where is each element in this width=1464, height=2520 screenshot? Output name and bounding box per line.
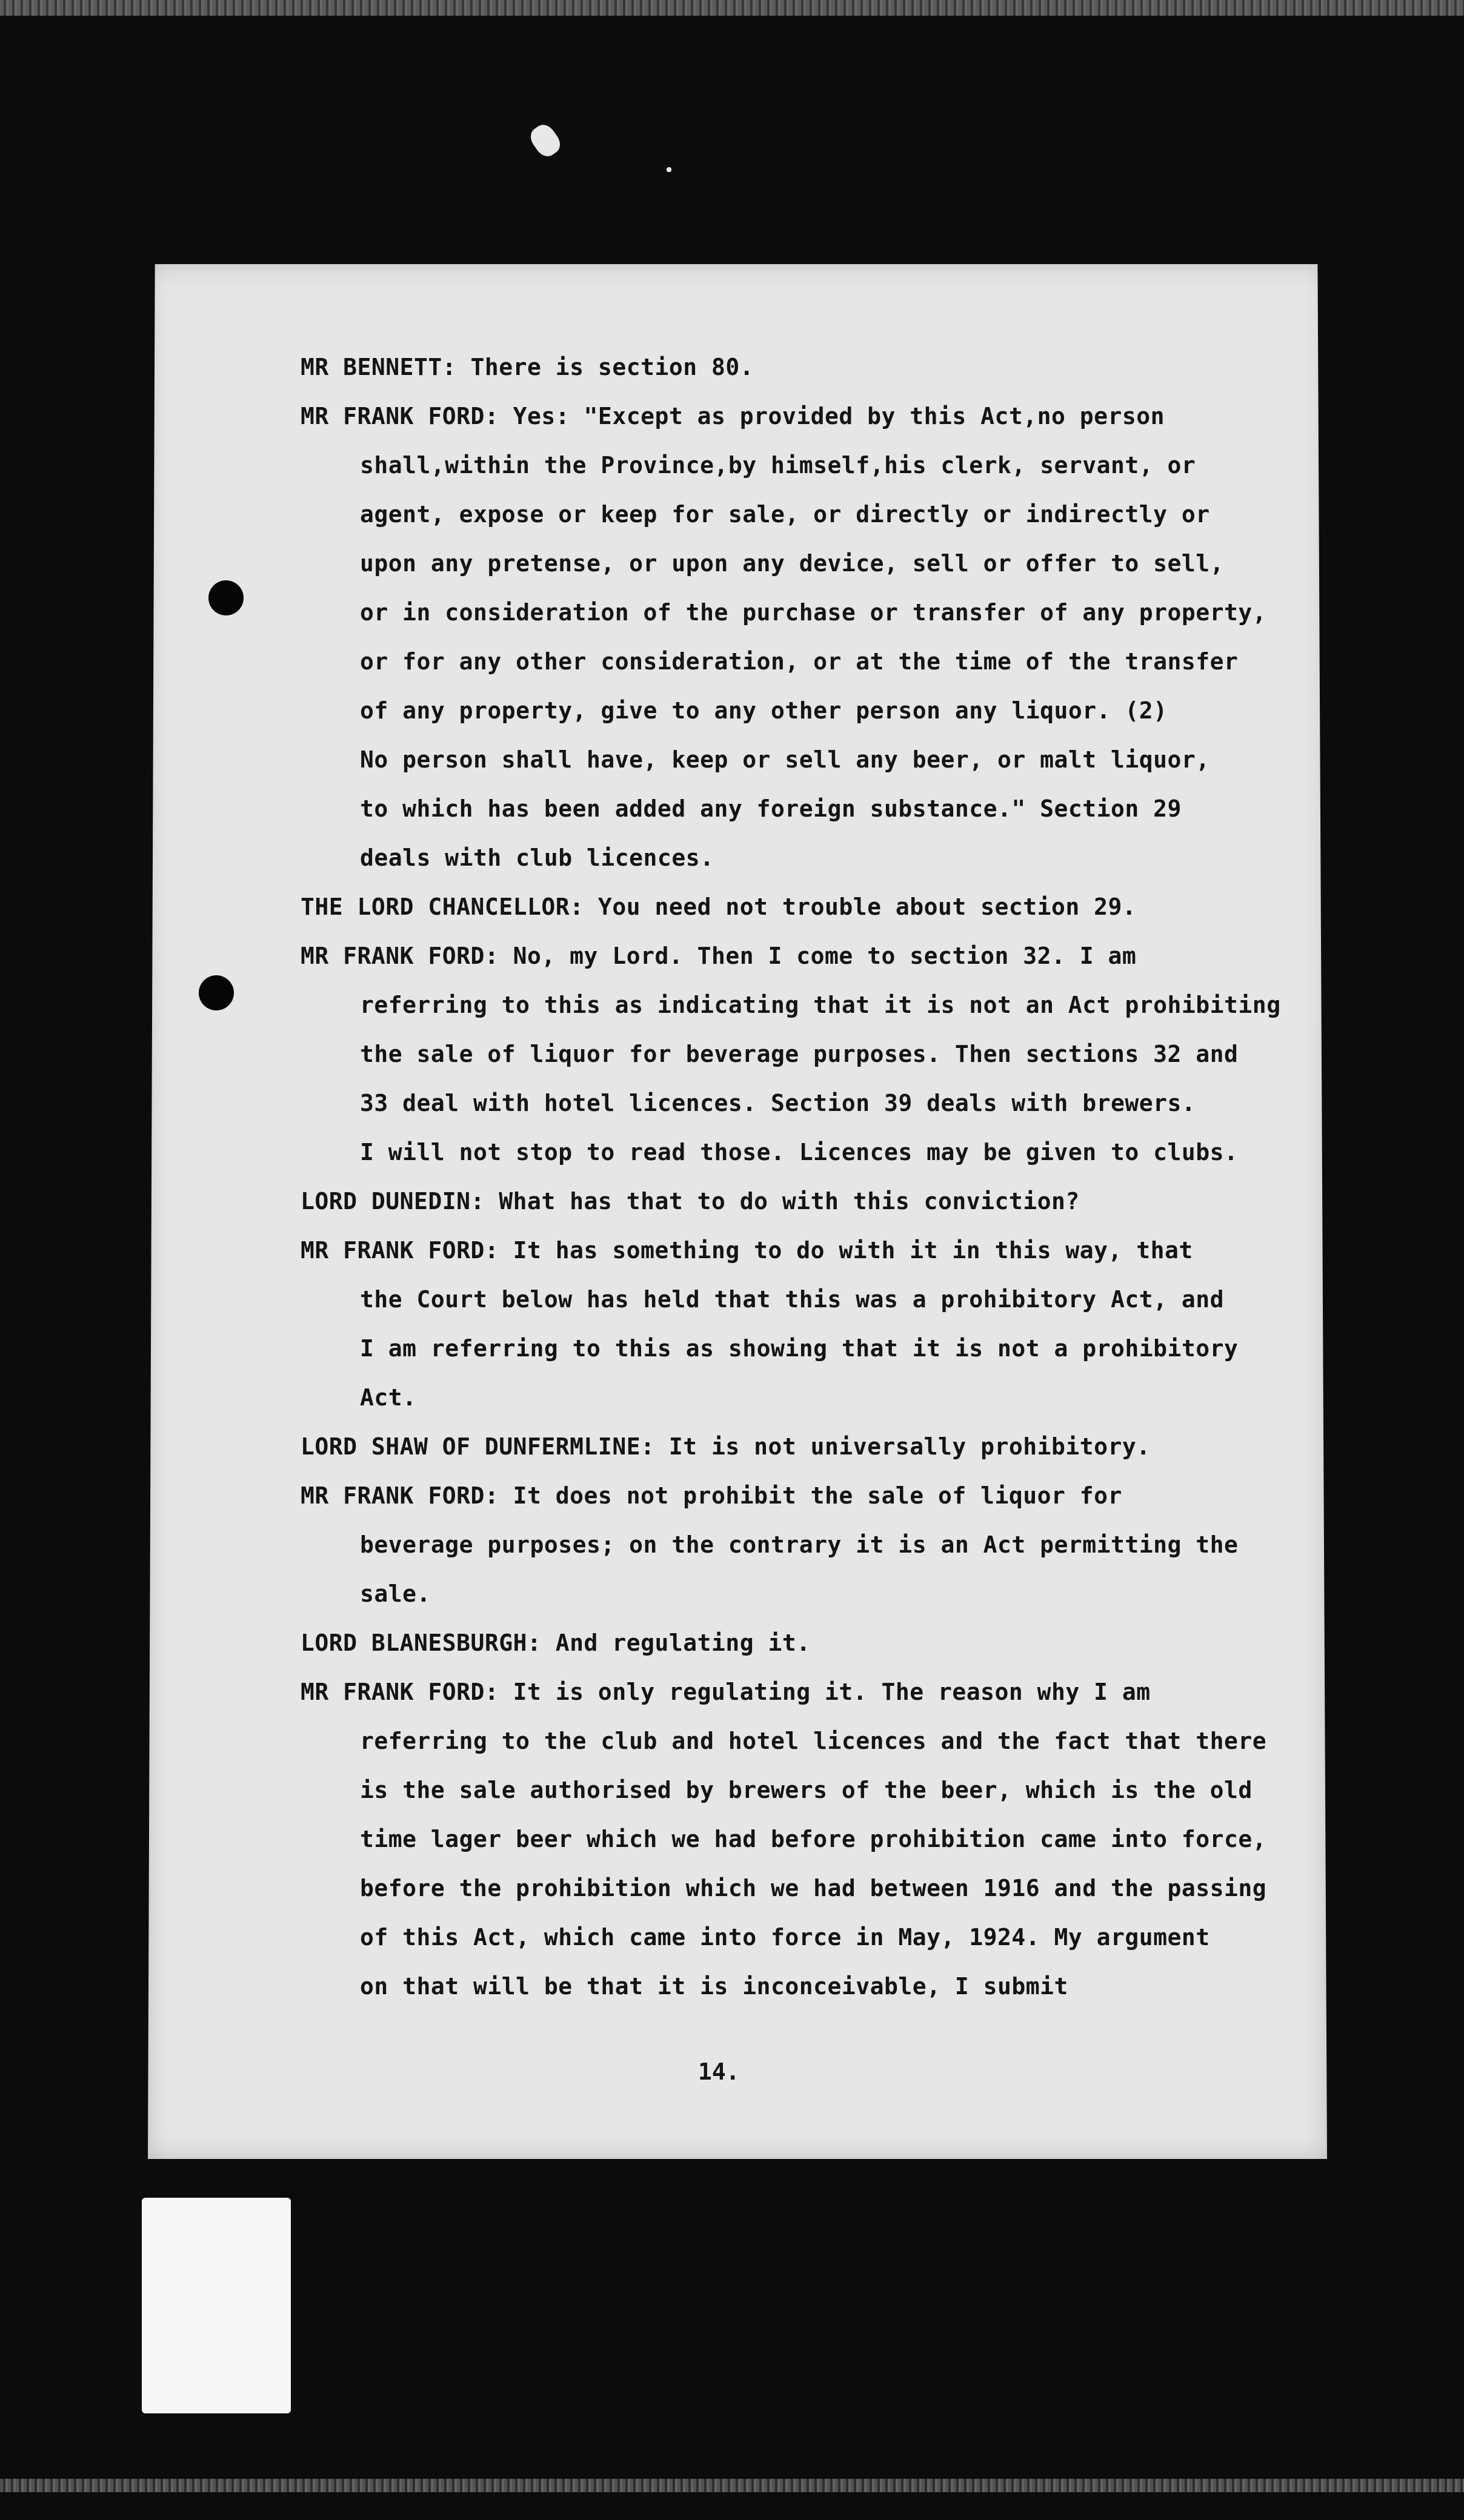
white-card-tab [142,2198,291,2413]
transcript-line: sale. [360,1580,431,1607]
transcript-line: referring to the club and hotel licences and the fact that there [360,1728,1267,1754]
transcript-line: upon any pretense, or upon any device, sell or offer to sell, [360,550,1225,577]
transcript-line: before the prohibition which we had between 1916 and the passing [360,1875,1267,1902]
transcript-line: is the sale authorised by brewers of the beer, which is the old [360,1777,1253,1803]
transcript-line: or in consideration of the purchase or transfer of any property, [360,599,1267,626]
transcript-line: shall,within the Province,by himself,his clerk, servant, or [360,452,1196,479]
dust-speck [667,167,671,172]
transcript-body [301,343,1325,2011]
transcript-line: referring to this as indicating that it is not an Act prohibiting [360,992,1281,1018]
transcript-line: LORD BLANESBURGH: And regulating it. [301,1630,811,1656]
transcript-line: to which has been added any foreign substance." Section 29 [360,795,1182,822]
transcript-line: THE LORD CHANCELLOR: You need not trouble about section 29. [301,894,1137,920]
transcript-line: of any property, give to any other person any liquor. (2) [360,697,1168,724]
film-edge-bottom [0,2479,1464,2492]
page-number: 14. [698,2058,740,2085]
punch-hole-lower [199,975,234,1010]
transcript-line: No person shall have, keep or sell any beer, or malt liquor, [360,746,1210,773]
transcript-line: beverage purposes; on the contrary it is an Act permitting the [360,1531,1239,1558]
transcript-line: MR FRANK FORD: Yes: "Except as provided by this Act,no person [301,403,1165,429]
transcript-line: of this Act, which came into force in May, 1924. My argument [360,1924,1210,1951]
film-edge-top [0,0,1464,16]
transcript-line: MR BENNETT: There is section 80. [301,354,754,380]
transcript-line: MR FRANK FORD: It has something to do with it in this way, that [301,1237,1193,1264]
transcript-line: 33 deal with hotel licences. Section 39 deals with brewers. [360,1090,1196,1116]
transcript-line: time lager beer which we had before prohibition came into force, [360,1826,1267,1852]
transcript-line: MR FRANK FORD: It is only regulating it. The reason why I am [301,1679,1151,1705]
punch-hole-upper [208,580,244,615]
transcript-line: LORD SHAW OF DUNFERMLINE: It is not universally prohibitory. [301,1433,1151,1460]
transcript-line: the sale of liquor for beverage purposes. Then sections 32 and [360,1041,1239,1067]
transcript-line: I will not stop to read those. Licences may be given to clubs. [360,1139,1239,1166]
transcript-line: MR FRANK FORD: It does not prohibit the sale of liquor for [301,1482,1122,1509]
transcript-line: Act. [360,1384,417,1411]
transcript-line: the Court below has held that this was a prohibitory Act, and [360,1286,1225,1313]
transcript-line: I am referring to this as showing that it is not a prohibitory [360,1335,1239,1362]
transcript-line: or for any other consideration, or at the time of the transfer [360,648,1239,675]
dust-speck [527,121,565,161]
transcript-line: on that will be that it is inconceivable, I submit [360,1973,1068,2000]
transcript-line: deals with club licences. [360,844,714,871]
transcript-line: LORD DUNEDIN: What has that to do with this conviction? [301,1188,1080,1215]
transcript-line: agent, expose or keep for sale, or directly or indirectly or [360,501,1210,528]
transcript-line: MR FRANK FORD: No, my Lord. Then I come to section 32. I am [301,943,1137,969]
